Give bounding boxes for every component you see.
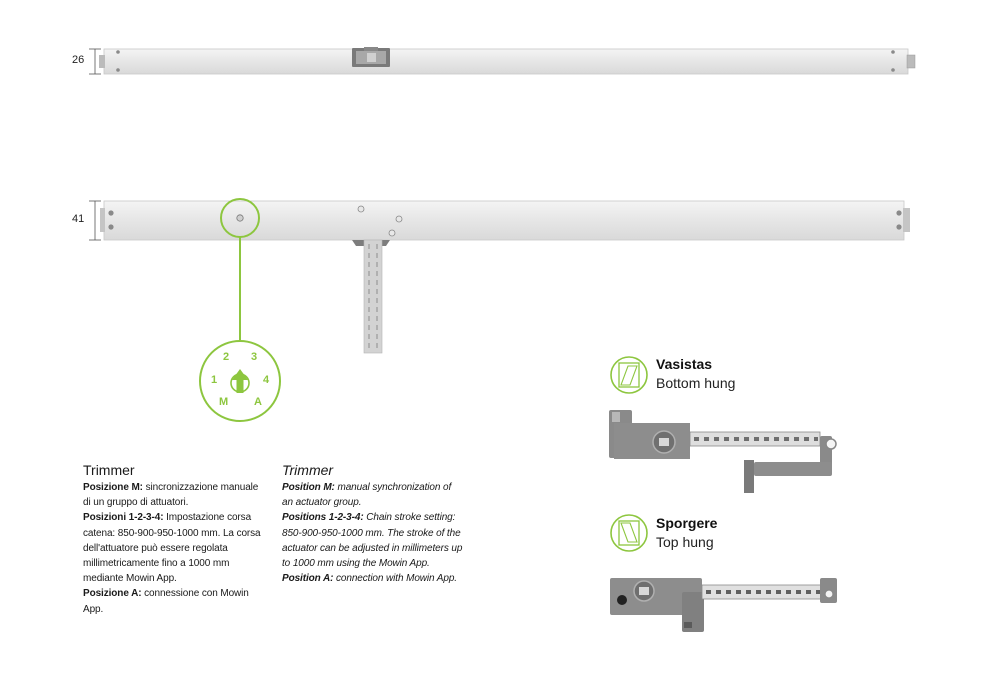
- italian-description: [83, 462, 268, 617]
- mode-top-hung-title: Sporgere: [656, 515, 718, 531]
- dial-position-1: 1: [211, 374, 218, 386]
- it-position-m-label: Posizione M:: [83, 482, 143, 493]
- mode-bottom-hung-subtitle: Bottom hung: [656, 375, 736, 391]
- it-positions-label: Posizioni 1-2-3-4:: [83, 512, 164, 524]
- it-positions-text: Impostazione corsa catena: 850-900-950-1000 mm. La corsa dell'attuatore può essere regolata millimetricamente fino a 1000 mm mediante Mowin App.: [83, 512, 261, 585]
- top-actuator-bar: [99, 47, 915, 74]
- it-position-a-text: connessione con Mowin App.: [83, 588, 249, 615]
- it-position-m-text: sincronizzazione manuale di un gruppo di attuatori.: [83, 482, 259, 509]
- top-hung-arm-image: [610, 578, 837, 632]
- mode-bottom-hung-title: Vasistas: [656, 356, 713, 372]
- en-positions-label: Positions 1-2-3-4:: [282, 512, 364, 524]
- english-description: [282, 462, 464, 586]
- mode-top-hung: [656, 515, 717, 550]
- it-position-a-label: Posizione A:: [83, 588, 142, 600]
- bottom-hung-window-icon: [611, 357, 647, 393]
- en-position-a-label: Position A:: [282, 573, 334, 585]
- dial-position-2: 2: [223, 351, 230, 363]
- english-title: Trimmer: [282, 462, 334, 478]
- en-positions-text: Chain stroke setting: 850-900-950-1000 mm. The stroke of the actuator can be adjusted in millimeters up to 1000 mm using the Mowin App.: [282, 512, 463, 570]
- en-position-m-label: Position M:: [282, 482, 335, 493]
- en-position-a-text: connection with Mowin App.: [333, 573, 457, 585]
- top-bar-dimension: 26: [72, 54, 85, 66]
- en-position-m-text: manual synchronization of an actuator group.: [282, 482, 452, 509]
- dial-position-m: M: [219, 396, 229, 408]
- dial-arrow-icon: [231, 369, 249, 393]
- dial-position-3: 3: [251, 351, 258, 363]
- mode-bottom-hung: [656, 356, 735, 391]
- bottom-dimension-bracket: [89, 201, 101, 240]
- bottom-hung-arm-image: [609, 410, 836, 493]
- dial-position-4: 4: [263, 374, 270, 386]
- bottom-bar-dimension: 41: [72, 213, 85, 225]
- dial-position-a: A: [254, 396, 262, 408]
- italian-title: Trimmer: [83, 462, 135, 478]
- mode-top-hung-subtitle: Top hung: [656, 534, 714, 550]
- top-hung-window-icon: [611, 515, 647, 551]
